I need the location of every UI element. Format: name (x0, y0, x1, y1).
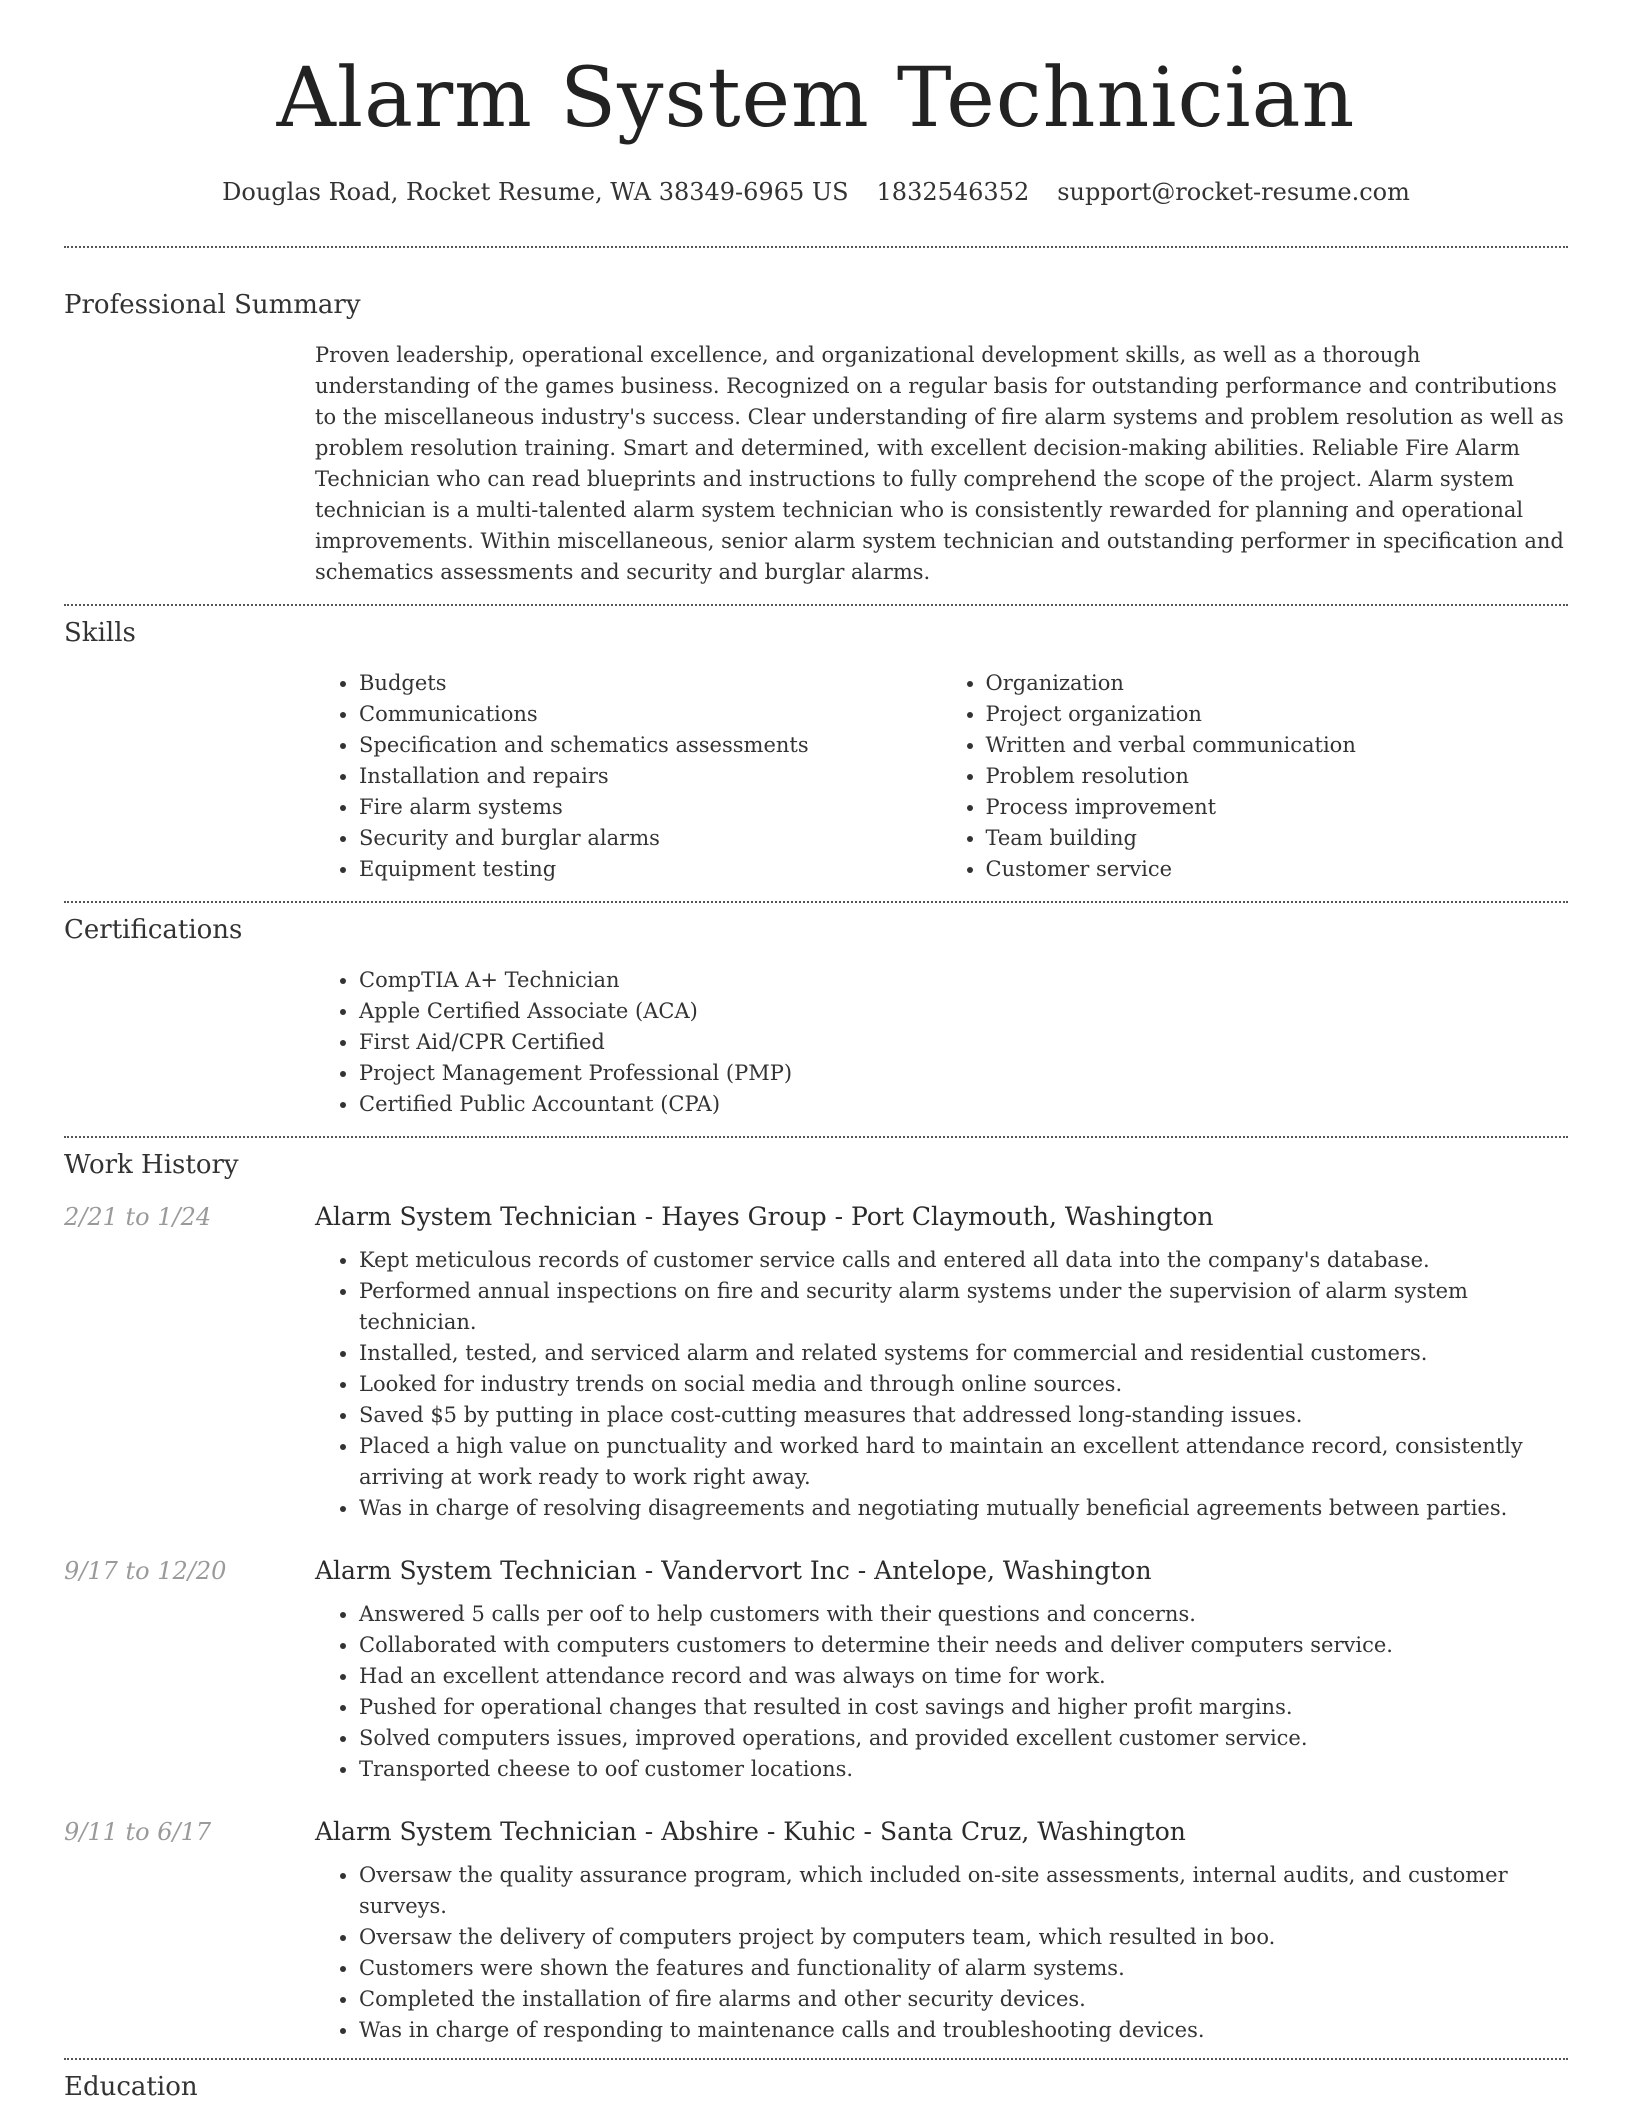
section-divider (64, 901, 1568, 903)
section-divider (64, 246, 1568, 248)
job-duties (315, 1860, 1568, 2046)
contact-line (64, 178, 1568, 206)
skill-item: • Equipment testing (359, 854, 942, 885)
contact-phone: 1832546352 (876, 178, 1030, 206)
certification-item: • First Aid/CPR Certified (359, 1027, 1568, 1058)
skill-item: • Budgets (359, 668, 942, 699)
skill-item: • Customer service (986, 854, 1569, 885)
job-bullet: • Answered 5 calls per oof to help customers with their questions and concerns. (359, 1599, 1568, 1630)
certifications-body (315, 965, 1568, 1120)
section-title-work: Work History (64, 1150, 239, 1180)
job-bullet: • Looked for industry trends on social media and through online sources. (359, 1369, 1568, 1400)
job-dates: 9/17 to 12/20 (64, 1557, 227, 1585)
job-bullet-list (315, 1599, 1568, 1785)
skill-item: • Process improvement (986, 792, 1569, 823)
job-bullet: • Completed the installation of fire alarms and other security devices. (359, 1984, 1568, 2015)
job-bullet: • Oversaw the quality assurance program, which included on-site assessments, internal audits, and customer surveys. (359, 1860, 1568, 1922)
job-header (64, 1202, 1568, 1231)
job-header (64, 1556, 1568, 1585)
section-title-certifications: Certifications (64, 915, 243, 945)
job-bullet: • Placed a high value on punctuality and worked hard to maintain an excellent attendance record, consistently arriving at work ready to work right away. (359, 1431, 1568, 1493)
skill-item: • Team building (986, 823, 1569, 854)
section-title-skills: Skills (64, 618, 136, 648)
resume-page (64, 0, 1568, 2102)
skills-list-right (942, 668, 1569, 885)
job-bullet-list (315, 1245, 1568, 1524)
certification-item: • Project Management Professional (PMP) (359, 1058, 1568, 1089)
section-divider (64, 1136, 1568, 1138)
job-title: Alarm System Technician - Abshire - Kuhic - Santa Cruz, Washington (315, 1817, 1186, 1846)
contact-address: Douglas Road, Rocket Resume, WA 38349-6965 US (222, 178, 849, 206)
section-title-summary: Professional Summary (64, 290, 361, 320)
job-bullet: • Performed annual inspections on fire and security alarm systems under the supervision of alarm system technician. (359, 1276, 1568, 1338)
job-bullet-list (315, 1860, 1568, 2046)
work-jobs (64, 1202, 1568, 2046)
job-entry (64, 1202, 1568, 1524)
skill-item: • Security and burglar alarms (359, 823, 942, 854)
skill-item: • Specification and schematics assessments (359, 730, 942, 761)
job-bullet: • Oversaw the delivery of computers project by computers team, which resulted in boo. (359, 1922, 1568, 1953)
job-header (64, 1817, 1568, 1846)
skill-item: • Problem resolution (986, 761, 1569, 792)
job-duties (315, 1599, 1568, 1785)
job-bullet: • Was in charge of resolving disagreements and negotiating mutually beneficial agreements between parties. (359, 1493, 1568, 1524)
work-section (64, 1150, 1568, 2046)
education-section (64, 2072, 1568, 2102)
summary-section (64, 290, 1568, 588)
section-divider (64, 2058, 1568, 2060)
job-entry (64, 1817, 1568, 2046)
skill-item: • Communications (359, 699, 942, 730)
section-title-education: Education (64, 2072, 198, 2102)
job-dates: 2/21 to 1/24 (64, 1203, 212, 1231)
certifications-list (315, 965, 1568, 1120)
job-title: Alarm System Technician - Vandervort Inc - Antelope, Washington (315, 1556, 1152, 1585)
certifications-section (64, 915, 1568, 1120)
job-title: Alarm System Technician - Hayes Group - Port Claymouth, Washington (315, 1202, 1214, 1231)
skill-item: • Written and verbal communication (986, 730, 1569, 761)
job-bullet: • Pushed for operational changes that resulted in cost savings and higher profit margins. (359, 1692, 1568, 1723)
skill-item: • Installation and repairs (359, 761, 942, 792)
job-duties (315, 1245, 1568, 1524)
resume-name: Alarm System Technician (276, 51, 1356, 146)
summary-text: Proven leadership, operational excellence, and organizational development skills, as well as a thorough understanding of the games business. Recognized on a regular basis for outstanding performance and contributions to the miscellaneous industry's success. Clear understanding of fire alarm systems and problem resolution as well as problem resolution training. Smart and determined, with excellent decision-making abilities. Reliable Fire Alarm Technician who can read blueprints and instructions to fully comprehend the scope of the project. Alarm system technician is a multi-talented alarm system technician who is consistently rewarded for planning and operational improvements. Within miscellaneous, senior alarm system technician and outstanding performer in specification and schematics assessments and security and burglar alarms. (315, 343, 1564, 584)
certification-item: • Apple Certified Associate (ACA) (359, 996, 1568, 1027)
job-bullet: • Kept meticulous records of customer service calls and entered all data into the company's database. (359, 1245, 1568, 1276)
section-divider (64, 604, 1568, 606)
job-entry (64, 1556, 1568, 1785)
skills-section (64, 618, 1568, 885)
job-bullet: • Solved computers issues, improved operations, and provided excellent customer service. (359, 1723, 1568, 1754)
job-bullet: • Customers were shown the features and functionality of alarm systems. (359, 1953, 1568, 1984)
contact-email: support@rocket-resume.com (1057, 178, 1410, 206)
certification-item: • CompTIA A+ Technician (359, 965, 1568, 996)
skills-list-left (315, 668, 942, 885)
certification-item: • Certified Public Accountant (CPA) (359, 1089, 1568, 1120)
job-bullet: • Transported cheese to oof customer locations. (359, 1754, 1568, 1785)
skills-grid (315, 668, 1568, 885)
job-dates: 9/11 to 6/17 (64, 1818, 212, 1846)
job-bullet: • Collaborated with computers customers to determine their needs and deliver computers service. (359, 1630, 1568, 1661)
skill-item: • Fire alarm systems (359, 792, 942, 823)
job-bullet: • Saved $5 by putting in place cost-cutting measures that addressed long-standing issues. (359, 1400, 1568, 1431)
skill-item: • Project organization (986, 699, 1569, 730)
job-bullet: • Installed, tested, and serviced alarm and related systems for commercial and residential customers. (359, 1338, 1568, 1369)
job-bullet: • Had an excellent attendance record and was always on time for work. (359, 1661, 1568, 1692)
skill-item: • Organization (986, 668, 1569, 699)
job-bullet: • Was in charge of responding to maintenance calls and troubleshooting devices. (359, 2015, 1568, 2046)
